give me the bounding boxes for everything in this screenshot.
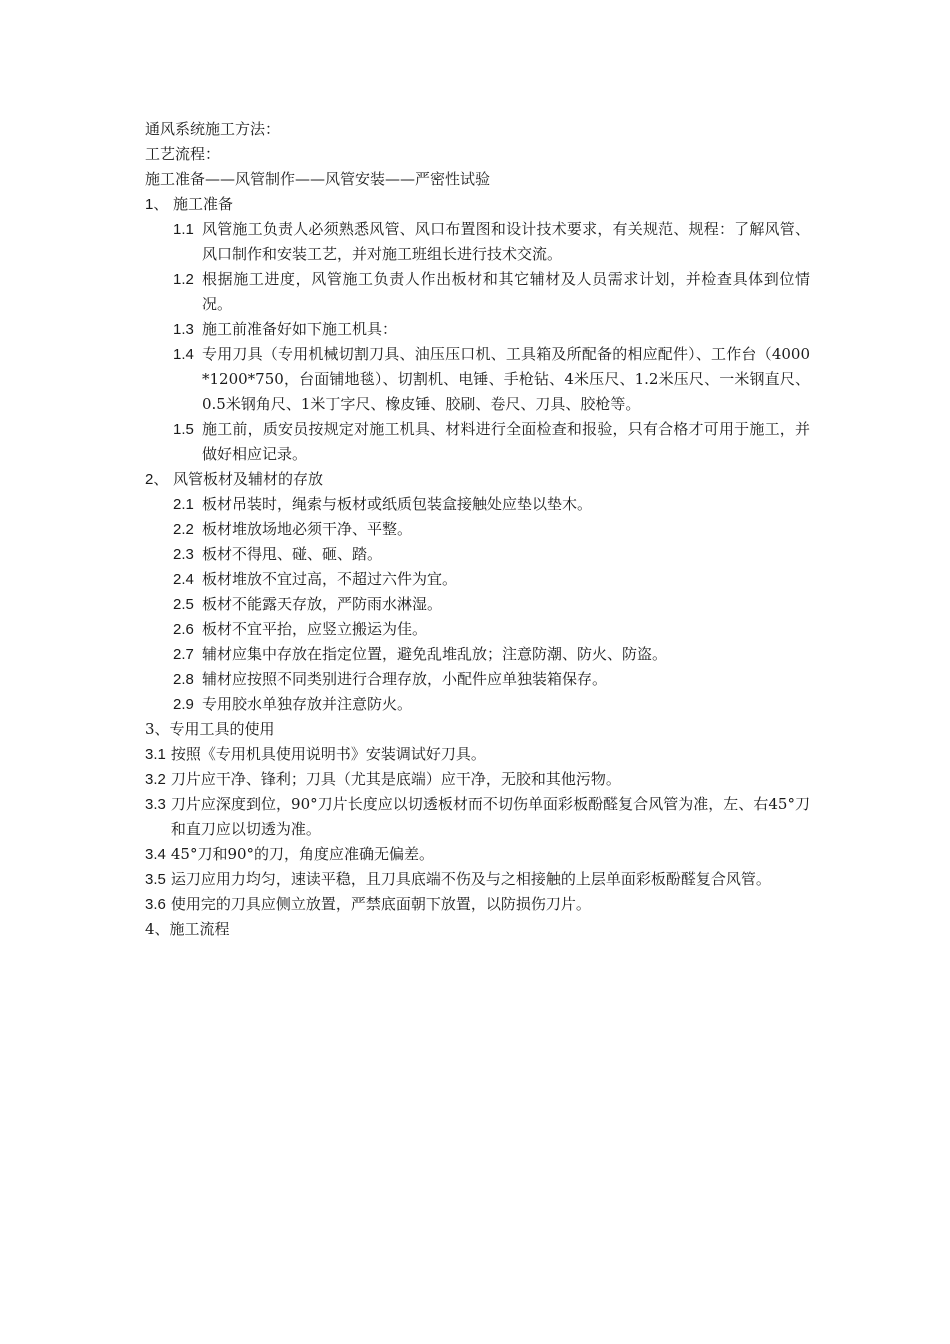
item-number: 2.1	[173, 496, 194, 513]
item-text: 施工前准备好如下施工机具：	[202, 320, 398, 338]
item-number: 1.5	[173, 421, 194, 438]
section-heading	[145, 467, 810, 492]
item-text: 使用完的刀具应侧立放置，严禁底面朝下放置，以防损伤刀片。	[170, 895, 591, 913]
list-item	[145, 317, 810, 342]
item-number: 1.3	[173, 321, 194, 338]
item-text: 板材堆放不宜过高，不超过六件为宜。	[202, 570, 458, 588]
item-text: 辅材应集中存放在指定位置，避免乱堆乱放；注意防潮、防火、防盗。	[202, 645, 668, 663]
list-item	[145, 892, 810, 917]
document-body	[145, 117, 810, 942]
section-heading: 3、专用工具的使用	[145, 720, 275, 738]
list-item	[145, 267, 810, 317]
section-title: 风管板材及辅材的存放	[173, 470, 324, 488]
item-text: 45°刀和90°的刀，角度应准确无偏差。	[170, 845, 435, 863]
item-number: 3.1	[145, 746, 166, 763]
item-text: 板材不能露天存放，严防雨水淋湿。	[202, 595, 443, 613]
item-text: 风管施工负责人必须熟悉风管、风口布置图和设计技术要求，有关规范、规程：了解风管、风口制作和安装工艺，并对施工班组长进行技术交流。	[202, 220, 810, 263]
item-text: 辅材应按照不同类别进行合理存放，小配件应单独装箱保存。	[202, 670, 608, 688]
item-number: 2.7	[173, 646, 194, 663]
list-item	[145, 692, 810, 717]
list-item	[145, 567, 810, 592]
list-item	[145, 842, 810, 867]
document-title: 通风系统施工方法：	[145, 120, 281, 138]
list-item	[145, 767, 810, 792]
process-flow: 施工准备——风管制作——风管安装——严密性试验	[145, 170, 491, 188]
item-text: 根据施工进度，风管施工负责人作出板材和其它辅材及人员需求计划，并检查具体到位情况。	[202, 270, 810, 313]
item-number: 3.6	[145, 896, 166, 913]
list-item	[145, 867, 810, 892]
process-label: 工艺流程：	[145, 145, 221, 163]
item-number: 2.2	[173, 521, 194, 538]
item-text: 板材吊装时，绳索与板材或纸质包装盒接触处应垫以垫木。	[202, 495, 593, 513]
item-text: 专用刀具（专用机械切割刀具、油压压口机、工具箱及所配备的相应配件）、工作台（4000*1200*750，台面铺地毯）、切割机、电锤、手枪钻、4米压尺、1.2米压尺、一米钢直尺、0.5米钢角尺、1米丁字尺、橡皮锤、胶刷、卷尺、刀具、胶枪等。	[202, 345, 810, 413]
list-item	[145, 542, 810, 567]
item-number: 3.3	[145, 796, 166, 813]
item-number: 2.6	[173, 621, 194, 638]
list-item	[145, 792, 810, 842]
item-text: 板材不得甩、碰、砸、踏。	[202, 545, 383, 563]
section-heading	[145, 192, 810, 217]
section-heading: 4、施工流程	[145, 920, 230, 938]
item-number: 1.1	[173, 221, 194, 238]
item-number: 1.2	[173, 271, 194, 288]
list-item	[145, 592, 810, 617]
list-item	[145, 417, 810, 467]
item-number: 1.4	[173, 346, 194, 363]
list-item	[145, 617, 810, 642]
item-text: 按照《专用机具使用说明书》安装调试好刀具。	[170, 745, 486, 763]
item-number: 3.5	[145, 871, 166, 888]
section-number: 2、	[145, 471, 169, 488]
item-number: 2.9	[173, 696, 194, 713]
item-text: 施工前，质安员按规定对施工机具、材料进行全面检查和报验，只有合格才可用于施工，并做好相应记录。	[202, 420, 810, 463]
item-number: 2.8	[173, 671, 194, 688]
item-text: 运刀应用力均匀，速读平稳，且刀具底端不伤及与之相接触的上层单面彩板酚醛复合风管。	[170, 870, 771, 888]
item-text: 刀片应干净、锋利；刀具（尤其是底端）应干净，无胶和其他污物。	[170, 770, 621, 788]
item-number: 2.5	[173, 596, 194, 613]
list-item	[145, 217, 810, 267]
list-item	[145, 492, 810, 517]
item-number: 3.2	[145, 771, 166, 788]
item-number: 2.4	[173, 571, 194, 588]
list-item	[145, 517, 810, 542]
list-item	[145, 667, 810, 692]
list-item	[145, 642, 810, 667]
section-title: 施工准备	[173, 195, 234, 213]
section-number: 1、	[145, 196, 169, 213]
list-item	[145, 742, 810, 767]
item-number: 3.4	[145, 846, 166, 863]
item-text: 刀片应深度到位，90°刀片长度应以切透板材而不切伤单面彩板酚醛复合风管为准，左、右45°刀和直刀应以切透为准。	[170, 795, 810, 838]
item-number: 2.3	[173, 546, 194, 563]
item-text: 板材不宜平抬，应竖立搬运为佳。	[202, 620, 428, 638]
item-text: 专用胶水单独存放并注意防火。	[202, 695, 413, 713]
item-text: 板材堆放场地必须干净、平整。	[202, 520, 413, 538]
list-item	[145, 342, 810, 417]
